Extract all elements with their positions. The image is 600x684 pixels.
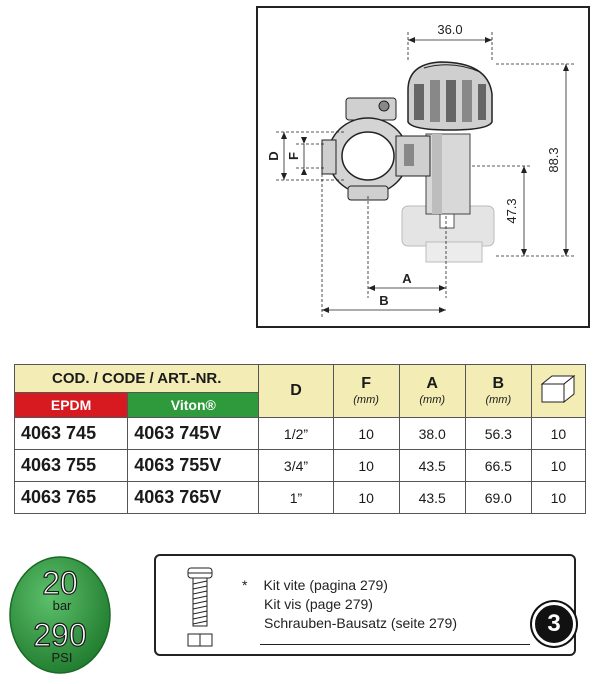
carton-box-icon	[538, 372, 578, 406]
bar-value: 20	[42, 565, 78, 601]
col-d-header	[259, 365, 333, 418]
screw-icon	[184, 566, 216, 650]
technical-drawing	[256, 6, 590, 328]
spec-table	[14, 364, 586, 514]
col-a-header	[399, 365, 465, 418]
pressure-rating-badge	[8, 554, 112, 676]
dim-d: D	[266, 151, 281, 161]
kit-asterisk: *	[242, 577, 248, 593]
cell-d: 1/2”	[259, 418, 333, 450]
col-f-label: F	[361, 375, 371, 392]
dim-a: A	[402, 271, 412, 286]
page-number-badge: 3	[532, 602, 576, 646]
kit-line-fr: Kit vis (page 279)	[264, 596, 373, 612]
cell-d: 3/4”	[259, 450, 333, 482]
dim-f: F	[286, 152, 301, 160]
cell-f: 10	[333, 418, 399, 450]
col-b-unit: (mm)	[485, 394, 512, 406]
dim-88: 88.3	[546, 147, 561, 173]
dim-47: 47.3	[504, 198, 519, 224]
dim-b: B	[379, 293, 389, 308]
col-f-unit: (mm)	[353, 394, 379, 406]
cell-f: 10	[333, 482, 399, 514]
epdm-code: 4063 745	[15, 418, 128, 450]
cell-qty: 10	[531, 482, 585, 514]
table-row	[15, 482, 586, 514]
code-header: COD. / CODE / ART.-NR.	[15, 365, 259, 393]
viton-header: Viton®	[128, 393, 259, 418]
dim-36: 36.0	[437, 22, 463, 37]
cell-qty: 10	[531, 418, 585, 450]
cell-b: 69.0	[465, 482, 531, 514]
col-box-header	[531, 365, 585, 418]
epdm-code: 4063 755	[15, 450, 128, 482]
kit-line-de: Schrauben-Bausatz (seite 279)	[264, 615, 457, 631]
epdm-header: EPDM	[15, 393, 128, 418]
valve-cap	[408, 62, 492, 130]
cell-d: 1”	[259, 482, 333, 514]
bar-unit: bar	[52, 598, 72, 613]
table-row	[15, 450, 586, 482]
cell-f: 10	[333, 450, 399, 482]
cell-a: 38.0	[399, 418, 465, 450]
epdm-code: 4063 765	[15, 482, 128, 514]
col-b-header	[465, 365, 531, 418]
table-row	[15, 418, 586, 450]
col-a-unit: (mm)	[419, 394, 446, 406]
psi-value: 290	[33, 617, 87, 653]
viton-code: 4063 745V	[128, 418, 259, 450]
viton-code: 4063 755V	[128, 450, 259, 482]
col-b-label: B	[492, 375, 505, 392]
valve-stem	[426, 134, 470, 214]
psi-unit: PSI	[51, 650, 73, 665]
cell-b: 66.5	[465, 450, 531, 482]
viton-code: 4063 765V	[128, 482, 259, 514]
leader-line	[260, 620, 530, 645]
col-d-label: D	[290, 382, 302, 399]
kit-line-it: Kit vite (pagina 279)	[263, 577, 388, 593]
cell-qty: 10	[531, 450, 585, 482]
cell-b: 56.3	[465, 418, 531, 450]
cell-a: 43.5	[399, 482, 465, 514]
col-a-label: A	[426, 375, 438, 392]
col-f-header	[333, 365, 399, 418]
cell-a: 43.5	[399, 450, 465, 482]
screw-kit-note	[154, 554, 576, 656]
